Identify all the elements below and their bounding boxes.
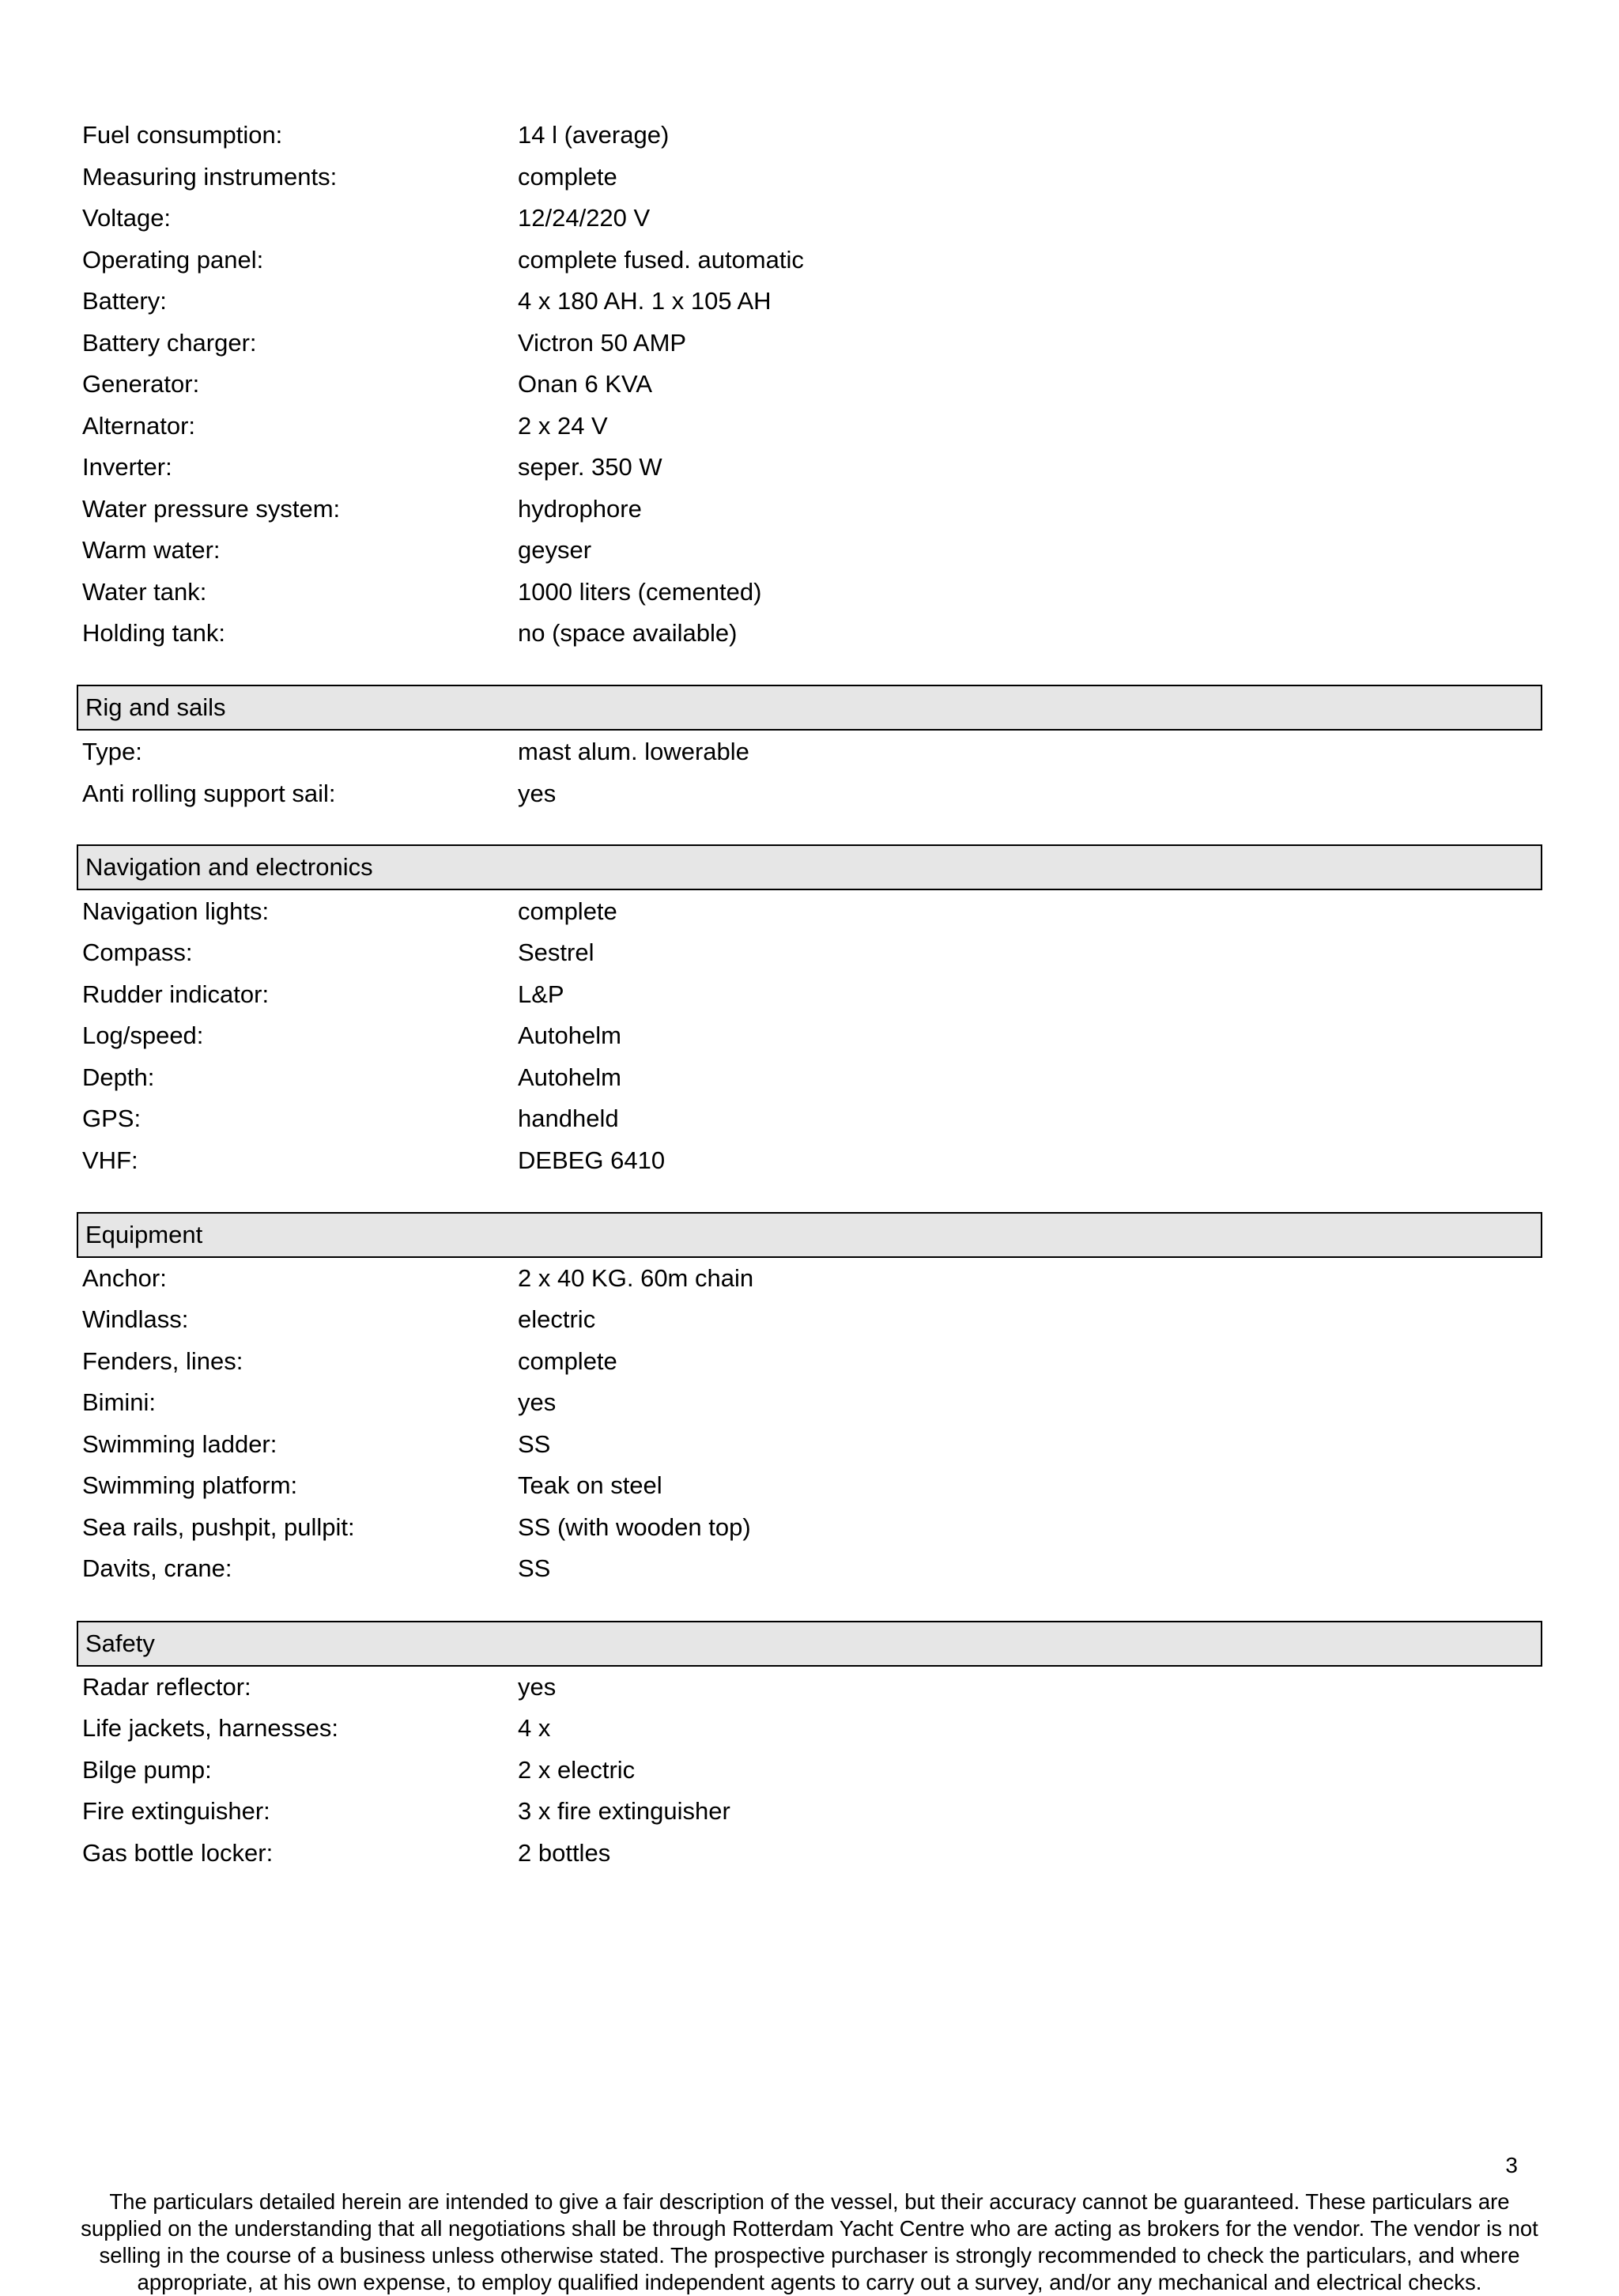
spec-row [82,447,1545,488]
spec-value: Teak on steel [518,1471,662,1499]
spec-value: 2 x 24 V [518,412,608,440]
spec-label: Warm water: [82,536,221,564]
spec-value: seper. 350 W [518,453,662,481]
spec-value: 1000 liters (cemented) [518,578,762,606]
spec-value: electric [518,1305,596,1333]
spec-label: Life jackets, harnesses: [82,1714,338,1742]
spec-value: 2 bottles [518,1839,611,1867]
spec-label: Swimming ladder: [82,1430,277,1458]
spec-label: Bimini: [82,1388,157,1416]
spec-row [82,1667,1545,1708]
spec-label: GPS: [82,1105,142,1132]
spec-value: Onan 6 KVA [518,370,653,398]
spec-label: Anti rolling support sail: [82,780,336,807]
spec-row [82,198,1545,239]
spec-label: Radar reflector: [82,1673,251,1701]
spec-label: Navigation lights: [82,897,270,925]
spec-row [82,115,1545,156]
disclaimer-text: The particulars detailed herein are intended to give a fair description of the vessel, but their accuracy cannot be guaranteed. These particulars are supplied on the understanding that all negotiations shall be through Rotterdam Yacht Centre who are acting as brokers for the vendor. The vendor is not selling in the course of a business unless otherwise stated. The prospective purchaser is strongly recommended to check the particulars, and where appropriate, at his own expense, to employ qualified independent agents to carry out a survey, and/or any mechanical and electrical checks. [81,2189,1538,2294]
spec-value: geyser [518,536,592,564]
spec-label: Compass: [82,938,193,966]
spec-value: 3 x fire extinguisher [518,1797,730,1825]
spec-row [82,1548,1545,1589]
spec-value: complete fused. automatic [518,246,804,274]
spec-row [82,1750,1545,1791]
spec-row [82,1098,1545,1139]
spec-label: Swimming platform: [82,1471,298,1499]
spec-row [82,731,1545,772]
section-header-equipment: Equipment [77,1212,1542,1258]
spec-label: VHF: [82,1146,138,1174]
page-number: 3 [1505,2153,1518,2177]
spec-value: yes [518,1388,557,1416]
spec-row [82,1382,1545,1423]
spec-label: Water tank: [82,578,207,606]
spec-value: L&P [518,980,564,1008]
spec-label: Depth: [82,1063,155,1091]
spec-label: Fire extinguisher: [82,1797,270,1825]
spec-value: DEBEG 6410 [518,1146,666,1174]
spec-value: SS [518,1554,551,1582]
spec-row [82,932,1545,973]
spec-row [82,1708,1545,1749]
spec-label: Fuel consumption: [82,121,283,149]
spec-value: 2 x electric [518,1756,636,1784]
spec-label: Bilge pump: [82,1756,212,1784]
spec-row [82,891,1545,932]
spec-label: Holding tank: [82,619,225,647]
spec-row [82,1258,1545,1299]
spec-label: Windlass: [82,1305,189,1333]
spec-row [82,1507,1545,1548]
spec-label: Anchor: [82,1264,167,1292]
spec-value: yes [518,1673,557,1701]
spec-label: Type: [82,738,142,765]
spec-value: complete [518,897,617,925]
spec-label: Inverter: [82,453,172,481]
spec-row [82,1424,1545,1465]
spec-row [82,974,1545,1015]
spec-value: hydrophore [518,495,642,523]
spec-row [82,1015,1545,1056]
spec-row [82,572,1545,613]
spec-value: complete [518,163,617,191]
spec-value: Victron 50 AMP [518,329,687,357]
spec-value: 14 l (average) [518,121,670,149]
spec-label: Davits, crane: [82,1554,232,1582]
spec-value: 4 x [518,1714,551,1742]
spec-value: Autohelm [518,1021,621,1049]
spec-value: 4 x 180 AH. 1 x 105 AH [518,287,772,315]
spec-label: Gas bottle locker: [82,1839,274,1867]
spec-label: Operating panel: [82,246,264,274]
section-header-safety: Safety [77,1621,1542,1667]
spec-label: Sea rails, pushpit, pullpit: [82,1513,355,1541]
spec-row [82,613,1545,654]
spec-row [82,1140,1545,1181]
spec-row [82,773,1545,814]
spec-value: yes [518,780,557,807]
spec-label: Measuring instruments: [82,163,338,191]
spec-label: Battery charger: [82,329,257,357]
spec-label: Battery: [82,287,167,315]
spec-label: Voltage: [82,204,172,232]
spec-value: handheld [518,1105,619,1132]
spec-value: 12/24/220 V [518,204,651,232]
spec-label: Log/speed: [82,1021,204,1049]
spec-label: Rudder indicator: [82,980,270,1008]
spec-value: Autohelm [518,1063,621,1091]
spec-row [82,323,1545,364]
spec-row [82,530,1545,571]
spec-value: 2 x 40 KG. 60m chain [518,1264,754,1292]
spec-row [82,281,1545,322]
spec-row [82,489,1545,530]
spec-label: Fenders, lines: [82,1347,243,1375]
spec-label: Alternator: [82,412,196,440]
spec-row [82,1465,1545,1506]
spec-value: SS [518,1430,551,1458]
spec-row [82,1833,1545,1874]
spec-row [82,157,1545,198]
spec-row [82,364,1545,405]
spec-value: Sestrel [518,938,594,966]
spec-value: SS (with wooden top) [518,1513,751,1541]
spec-row [82,1791,1545,1832]
spec-row [82,406,1545,447]
spec-label: Water pressure system: [82,495,341,523]
spec-value: mast alum. lowerable [518,738,749,765]
spec-label: Generator: [82,370,200,398]
spec-row [82,240,1545,281]
spec-row [82,1057,1545,1098]
section-header-rig-and-sails: Rig and sails [77,685,1542,731]
spec-row [82,1299,1545,1340]
section-header-navigation-and-electronics: Navigation and electronics [77,844,1542,890]
spec-value: complete [518,1347,617,1375]
spec-value: no (space available) [518,619,738,647]
spec-row [82,1341,1545,1382]
